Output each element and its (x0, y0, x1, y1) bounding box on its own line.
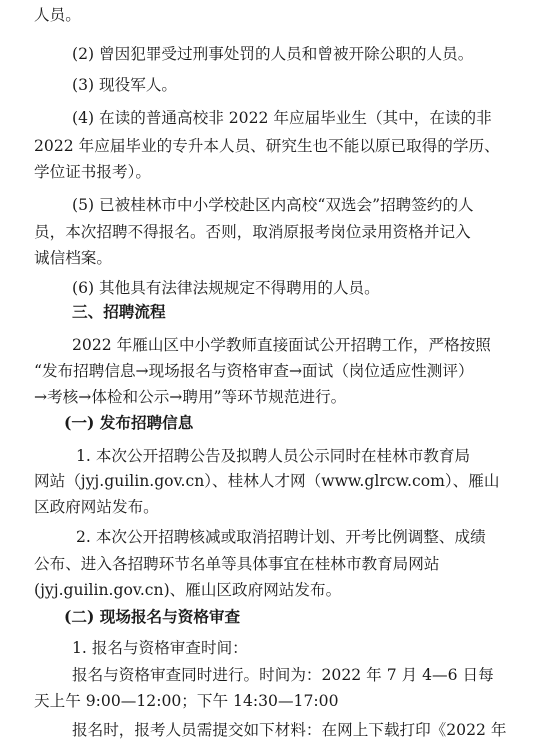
text-line: (4) 在读的普通高校非 2022 年应届毕业生（其中，在读的非 (72, 109, 492, 127)
section-heading: 三、招聘流程 (72, 303, 166, 321)
text-line: 学位证书报考）。 (34, 163, 151, 181)
text-line: “发布招聘信息→现场报名与资格审查→面试（岗位适应性测评） (34, 362, 474, 380)
text-line: 公布、进入各招聘环节名单等具体事宜在桂林市教育局网站 (34, 555, 440, 573)
text-line: (jyj.guilin.gov.cn)、雁山区政府网站发布。 (34, 581, 342, 599)
text-line: 报名与资格审查同时进行。时间为：2022 年 7 月 4—6 日每 (72, 666, 494, 684)
text-line: 人员。 (34, 6, 81, 24)
text-line: 天上午 9:00—12:00；下午 14:30—17:00 (34, 692, 339, 710)
text-line: (5) 已被桂林市中小学校赴区内高校“双选会”招聘签约的人 (72, 196, 474, 214)
text-line: 2. 本次公开招聘核减或取消招聘计划、开考比例调整、成绩 (76, 528, 486, 546)
text-line: 1. 报名与资格审查时间： (72, 639, 248, 657)
subsection-heading: (一) 发布招聘信息 (64, 413, 194, 432)
text-line: 1. 本次公开招聘公告及拟聘人员公示同时在桂林市教育局 (76, 447, 471, 465)
text-line: →考核→体检和公示→聘用”等环节规范进行。 (34, 388, 347, 406)
subsection-heading: (二) 现场报名与资格审查 (64, 607, 241, 626)
text-line: 员，本次招聘不得报名。否则，取消原报考岗位录用资格并记入 (34, 223, 471, 241)
text-line: 报名时，报考人员需提交如下材料：在网上下载打印《2022 年 (72, 721, 507, 739)
text-line: 2022 年应届毕业的专升本人员、研究生也不能以原已取得的学历、 (34, 137, 500, 155)
text-line: (3) 现役军人。 (72, 76, 178, 94)
text-line: 区政府网站发布。 (34, 498, 159, 516)
text-line: 2022 年雁山区中小学教师直接面试公开招聘工作，严格按照 (72, 336, 491, 354)
text-line: 网站（jyj.guilin.gov.cn）、桂林人才网（www.glrcw.com）、雁山 (34, 472, 500, 490)
text-line: 诚信档案。 (34, 249, 112, 267)
text-line: (6) 其他具有法律法规规定不得聘用的人员。 (72, 279, 380, 297)
text-line: (2) 曾因犯罪受过刑事处罚的人员和曾被开除公职的人员。 (72, 45, 474, 63)
